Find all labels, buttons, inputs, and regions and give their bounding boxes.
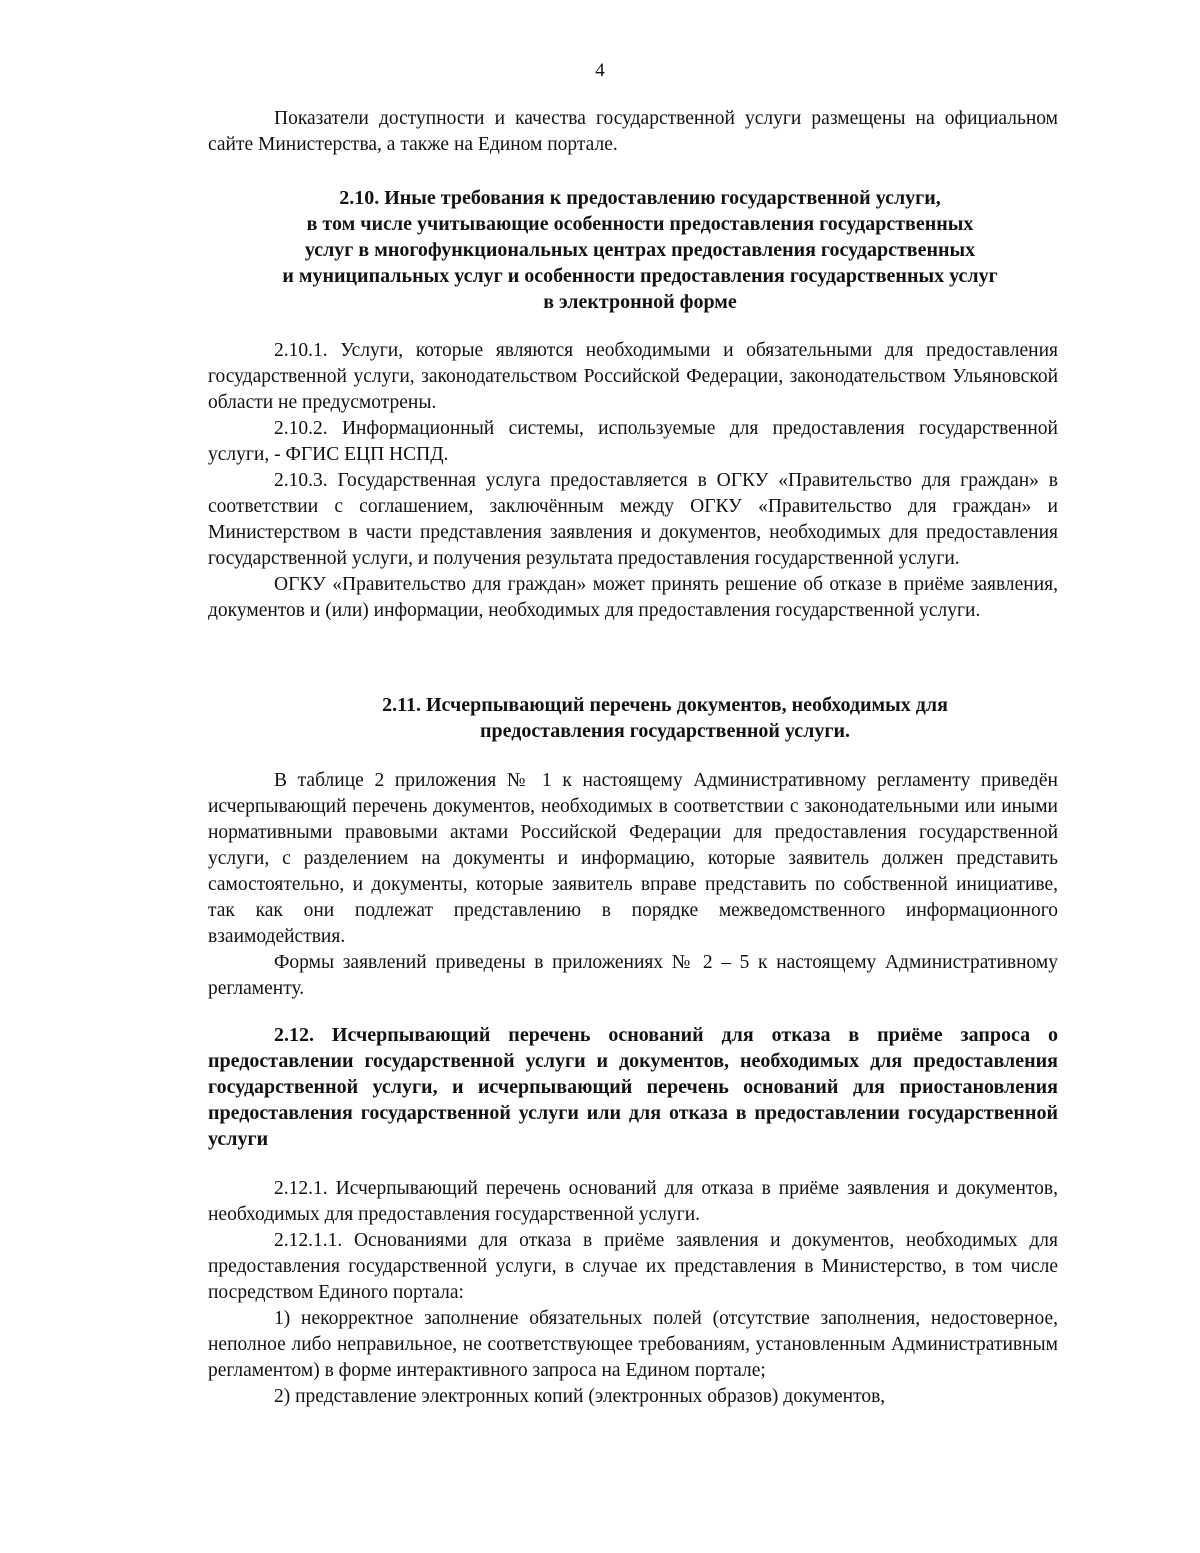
paragraph-2-10-3: 2.10.3. Государственная услуга предоставляется в ОГКУ «Правительство для граждан» в соответствии с соглашением, заключённым между ОГКУ «Правительство для граждан» и Министерством в части представления заявления и документов, необходимых для предоставления государственной услуги, и получения результата предоставления государственной услуги.	[208, 470, 1058, 569]
paragraph-2-12-1-1: 2.12.1.1. Основаниями для отказа в приёме заявления и документов, необходимых для предоставления государственной услуги, в случае их представления в Министерство, в том числе посредством Единого портала:	[208, 1230, 1058, 1303]
page-number: 4	[595, 60, 605, 81]
section-heading: 2.12. Исчерпывающий перечень оснований для отказа в приёме запроса о предоставлении государственной услуги и документов, необходимых для предоставления государственной услуги, и исчерпывающий перечень оснований для приостановления предоставления государственной услуги или для отказа в предоставлении государственной услуги	[208, 1024, 1058, 1150]
section-2-10-body	[208, 338, 1058, 624]
paragraph-2-12-1: 2.12.1. Исчерпывающий перечень оснований для отказа в приёме заявления и документов, необходимых для предоставления государственной услуги.	[208, 1178, 1058, 1225]
section-2-11-heading	[240, 692, 1090, 744]
intro-block	[208, 106, 1058, 158]
heading-line: услуг в многофункциональных центрах предоставления государственных	[304, 239, 976, 261]
paragraph-2-10-1: 2.10.1. Услуги, которые являются необходимыми и обязательными для предоставления государственной услуги, законодательством Российской Федерации, законодательством Ульяновской области не предусмотрены.	[208, 340, 1058, 413]
section-2-11-body	[208, 768, 1058, 1002]
paragraph-2-10-2: 2.10.2. Информационный системы, используемые для предоставления государственной услуги, - ФГИС ЕЦП НСПД.	[208, 418, 1058, 465]
heading-line: в электронной форме	[543, 291, 737, 313]
section-heading	[215, 185, 1065, 315]
section-2-12-body	[208, 1176, 1058, 1410]
intro-paragraph: Показатели доступности и качества государственной услуги размещены на официальном сайте Министерства, а также на Едином портале.	[208, 108, 1058, 155]
section-2-10-heading	[215, 185, 1065, 315]
list-item-2: 2) представление электронных копий (электронных образов) документов,	[274, 1386, 886, 1407]
heading-line: и муниципальных услуг и особенности предоставления государственных услуг	[282, 265, 998, 287]
paragraph-table-2: В таблице 2 приложения № 1 к настоящему Административному регламенту приведён исчерпывающий перечень документов, необходимых в соответствии с законодательными или иными нормативными правовыми актами Российской Федерации для предоставления государственной услуги, с разделением на документы и информацию, которые заявитель должен представить самостоятельно, и документы, которые заявитель вправе представить по собственной инициативе, так как они подлежат представлению в порядке межведомственного информационного взаимодействия.	[208, 770, 1058, 947]
paragraph-forms: Формы заявлений приведены в приложениях № 2 – 5 к настоящему Административному регламенту.	[208, 952, 1058, 999]
list-item-1: 1) некорректное заполнение обязательных полей (отсутствие заполнения, недостоверное, неполное либо неправильное, не соответствующее требованиям, установленным Административным регламентом) в форме интерактивного запроса на Едином портале;	[208, 1308, 1058, 1381]
section-2-12-heading	[208, 1022, 1058, 1152]
section-heading	[240, 692, 1090, 744]
heading-line: 2.11. Исчерпывающий перечень документов, необходимых для	[382, 694, 948, 716]
paragraph-ogku: ОГКУ «Правительство для граждан» может принять решение об отказе в приёме заявления, документов и (или) информации, необходимых для предоставления государственной услуги.	[208, 574, 1058, 621]
heading-line: предоставления государственной услуги.	[479, 720, 851, 742]
heading-line: в том числе учитывающие особенности предоставления государственных	[306, 213, 974, 235]
heading-line: 2.10. Иные требования к предоставлению государственной услуги,	[339, 187, 941, 209]
